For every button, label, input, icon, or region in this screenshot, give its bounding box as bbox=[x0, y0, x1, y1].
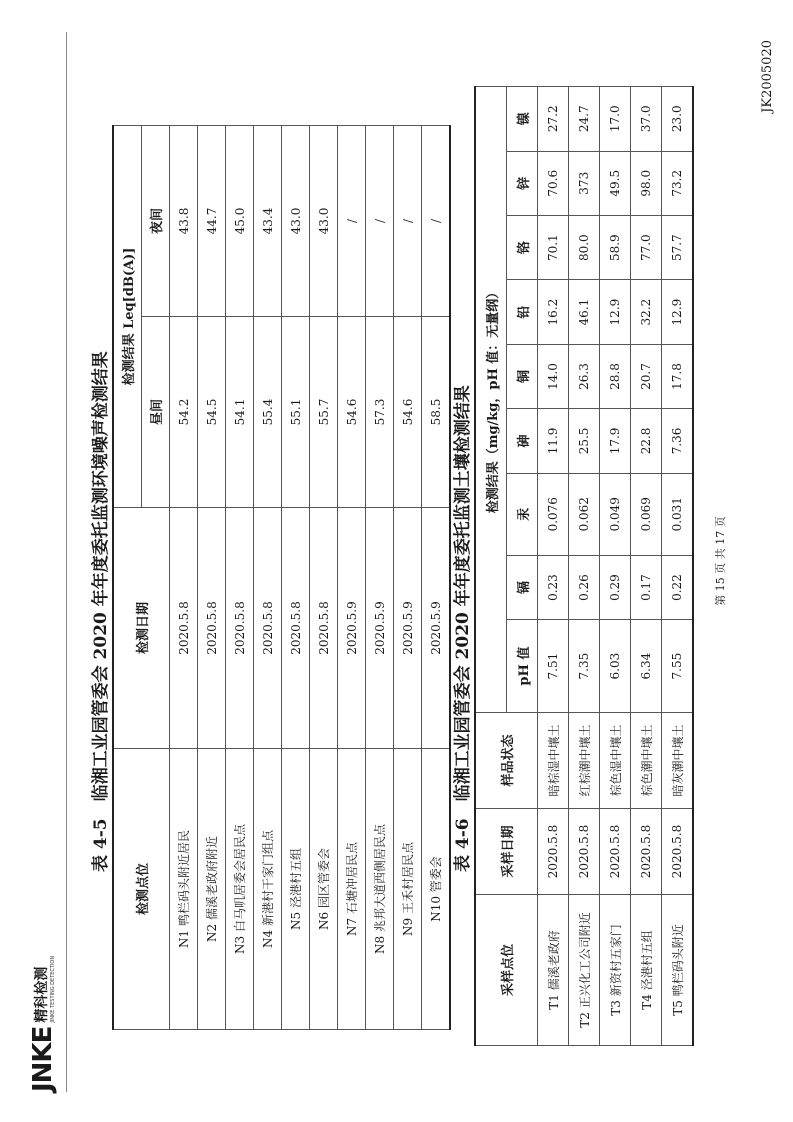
cell-night: 44.7 bbox=[198, 126, 226, 317]
cell-value: 7.55 bbox=[662, 620, 694, 713]
cell-value: 17.8 bbox=[662, 344, 694, 408]
table-row bbox=[600, 87, 631, 1046]
cell-value: 57.7 bbox=[662, 215, 694, 279]
table-row bbox=[662, 87, 694, 1046]
cell-value: 16.2 bbox=[538, 280, 569, 344]
cell-location: T3 新资村五家门 bbox=[600, 895, 631, 1046]
cell-day: 54.1 bbox=[226, 317, 254, 508]
table-row bbox=[366, 126, 394, 1030]
cell-value: 28.8 bbox=[600, 344, 631, 408]
cell-day: 55.1 bbox=[282, 317, 310, 508]
table-row bbox=[538, 87, 569, 1046]
cell-value: 46.1 bbox=[569, 280, 600, 344]
cell-day: 57.3 bbox=[366, 317, 394, 508]
cell-date: 2020.5.8 bbox=[662, 809, 694, 895]
cell-value: 14.0 bbox=[538, 344, 569, 408]
cell-value: 0.29 bbox=[600, 555, 631, 619]
cell-value: 0.17 bbox=[631, 555, 662, 619]
col-analyte: 锌 bbox=[507, 151, 538, 215]
cell-location: T4 泾港村五组 bbox=[631, 895, 662, 1046]
cell-location: N4 新港村干家门组点 bbox=[254, 749, 282, 1030]
cell-value: 58.9 bbox=[600, 215, 631, 279]
cell-value: 0.069 bbox=[631, 473, 662, 555]
cell-value: 73.2 bbox=[662, 151, 694, 215]
cell-value: 49.5 bbox=[600, 151, 631, 215]
table-row bbox=[170, 126, 198, 1030]
cell-date: 2020.5.8 bbox=[170, 508, 198, 749]
cell-location: T1 儒溪老政府 bbox=[538, 895, 569, 1046]
cell-value: 0.076 bbox=[538, 473, 569, 555]
cell-value: 70.6 bbox=[538, 151, 569, 215]
cell-location: N10 管委会 bbox=[422, 749, 451, 1030]
col-analyte: 砷 bbox=[507, 409, 538, 473]
cell-location: N8 兆邦大道西侧居民点 bbox=[366, 749, 394, 1030]
table-row bbox=[338, 126, 366, 1030]
cell-value: 32.2 bbox=[631, 280, 662, 344]
cell-value: 6.34 bbox=[631, 620, 662, 713]
table-row bbox=[310, 126, 338, 1030]
col-sample-location: 采样点位 bbox=[475, 895, 538, 1046]
col-day: 昼间 bbox=[142, 317, 170, 508]
cell-value: 11.9 bbox=[538, 409, 569, 473]
cell-location: T2 正兴化工公司附近 bbox=[569, 895, 600, 1046]
col-analyte: 铅 bbox=[507, 280, 538, 344]
cell-value: 0.031 bbox=[662, 473, 694, 555]
table45-title: 表 4-5 临湘工业园管委会 2020 年年度委托监测环境噪声检测结果 bbox=[91, 351, 111, 872]
cell-value: 7.35 bbox=[569, 620, 600, 713]
cell-location: N5 泾港村五组 bbox=[282, 749, 310, 1030]
cell-state: 棕色湿中壤土 bbox=[600, 713, 631, 809]
cell-value: 0.23 bbox=[538, 555, 569, 619]
cell-day: 54.2 bbox=[170, 317, 198, 508]
cell-value: 0.22 bbox=[662, 555, 694, 619]
cell-value: 0.26 bbox=[569, 555, 600, 619]
cell-date: 2020.5.9 bbox=[366, 508, 394, 749]
col-sample-date: 采样日期 bbox=[475, 809, 538, 895]
cell-night: / bbox=[422, 126, 451, 317]
col-analyte: pH 值 bbox=[507, 620, 538, 713]
noise-results-table bbox=[112, 125, 451, 1030]
cell-date: 2020.5.8 bbox=[600, 809, 631, 895]
cell-value: 0.062 bbox=[569, 473, 600, 555]
col-date: 检测日期 bbox=[113, 508, 170, 749]
cell-night: / bbox=[366, 126, 394, 317]
cell-value: 17.9 bbox=[600, 409, 631, 473]
table-row bbox=[254, 126, 282, 1030]
cell-value: 6.03 bbox=[600, 620, 631, 713]
cell-location: N7 石塘冲居民点 bbox=[338, 749, 366, 1030]
cell-value: 26.3 bbox=[569, 344, 600, 408]
cell-value: 7.51 bbox=[538, 620, 569, 713]
cell-location: N3 白马叽居委会居民点 bbox=[226, 749, 254, 1030]
cell-state: 棕色潮中壤土 bbox=[631, 713, 662, 809]
document-number: JK2005020 bbox=[760, 40, 775, 113]
col-analyte: 汞 bbox=[507, 473, 538, 555]
cell-value: 77.0 bbox=[631, 215, 662, 279]
cell-value: 12.9 bbox=[600, 280, 631, 344]
cell-date: 2020.5.8 bbox=[538, 809, 569, 895]
cell-location: T5 鸭栏码头附近 bbox=[662, 895, 694, 1046]
table-row bbox=[282, 126, 310, 1030]
logo-mark: JNKE bbox=[28, 1026, 58, 1092]
logo-chinese-name: 精科检测 bbox=[34, 966, 50, 1023]
cell-day: 58.5 bbox=[422, 317, 451, 508]
col-result: 检测结果 Leq[dB(A)] bbox=[113, 126, 142, 508]
table-row bbox=[198, 126, 226, 1030]
cell-date: 2020.5.8 bbox=[569, 809, 600, 895]
cell-value: 27.2 bbox=[538, 87, 569, 152]
cell-night: / bbox=[338, 126, 366, 317]
cell-state: 暗灰潮中壤土 bbox=[662, 713, 694, 809]
cell-value: 25.5 bbox=[569, 409, 600, 473]
cell-date: 2020.5.9 bbox=[394, 508, 422, 749]
company-logo bbox=[30, 956, 56, 1092]
cell-value: 70.1 bbox=[538, 215, 569, 279]
cell-date: 2020.5.8 bbox=[226, 508, 254, 749]
cell-value: 12.9 bbox=[662, 280, 694, 344]
col-night: 夜间 bbox=[142, 126, 170, 317]
cell-location: N6 园区管委会 bbox=[310, 749, 338, 1030]
col-analyte: 铜 bbox=[507, 344, 538, 408]
cell-value: 17.0 bbox=[600, 87, 631, 152]
cell-night: / bbox=[394, 126, 422, 317]
cell-state: 暗棕湿中壤土 bbox=[538, 713, 569, 809]
cell-day: 54.5 bbox=[198, 317, 226, 508]
cell-value: 98.0 bbox=[631, 151, 662, 215]
cell-state: 红棕潮中壤土 bbox=[569, 713, 600, 809]
logo-english-name: JINKE TESTING DETECTION bbox=[50, 955, 56, 1023]
cell-value: 37.0 bbox=[631, 87, 662, 152]
table46-title: 表 4-6 临湘工业园管委会 2020 年年度委托监测土壤检测结果 bbox=[453, 385, 473, 872]
cell-day: 54.6 bbox=[394, 317, 422, 508]
table-row bbox=[422, 126, 451, 1030]
col-sample-state: 样品状态 bbox=[475, 713, 538, 809]
cell-day: 55.4 bbox=[254, 317, 282, 508]
table-row bbox=[394, 126, 422, 1030]
col-location: 检测点位 bbox=[113, 749, 170, 1030]
cell-value: 80.0 bbox=[569, 215, 600, 279]
cell-value: 0.049 bbox=[600, 473, 631, 555]
cell-night: 43.8 bbox=[170, 126, 198, 317]
cell-day: 54.6 bbox=[338, 317, 366, 508]
cell-location: N2 儒溪老政府附近 bbox=[198, 749, 226, 1030]
cell-date: 2020.5.9 bbox=[338, 508, 366, 749]
cell-date: 2020.5.8 bbox=[282, 508, 310, 749]
cell-date: 2020.5.8 bbox=[310, 508, 338, 749]
page-number: 第 15 页 共 17 页 bbox=[714, 516, 727, 606]
cell-date: 2020.5.8 bbox=[254, 508, 282, 749]
cell-night: 45.0 bbox=[226, 126, 254, 317]
soil-results-table bbox=[474, 86, 694, 1046]
cell-date: 2020.5.8 bbox=[631, 809, 662, 895]
cell-value: 7.36 bbox=[662, 409, 694, 473]
cell-night: 43.4 bbox=[254, 126, 282, 317]
header-divider bbox=[66, 32, 67, 1092]
cell-value: 20.7 bbox=[631, 344, 662, 408]
cell-location: N9 王禾村居民点 bbox=[394, 749, 422, 1030]
table-row bbox=[569, 87, 600, 1046]
cell-value: 373 bbox=[569, 151, 600, 215]
cell-date: 2020.5.9 bbox=[422, 508, 451, 749]
table-row bbox=[631, 87, 662, 1046]
cell-night: 43.0 bbox=[310, 126, 338, 317]
cell-value: 23.0 bbox=[662, 87, 694, 152]
cell-location: N1 鸭栏码头附近居民 bbox=[170, 749, 198, 1030]
col-analyte: 镍 bbox=[507, 87, 538, 152]
col-result: 检测结果（mg/kg，pH 值：无量纲） bbox=[475, 87, 507, 713]
cell-value: 22.8 bbox=[631, 409, 662, 473]
cell-value: 24.7 bbox=[569, 87, 600, 152]
table-row bbox=[226, 126, 254, 1030]
col-analyte: 镉 bbox=[507, 555, 538, 619]
cell-date: 2020.5.8 bbox=[198, 508, 226, 749]
cell-day: 55.7 bbox=[310, 317, 338, 508]
cell-night: 43.0 bbox=[282, 126, 310, 317]
col-analyte: 铬 bbox=[507, 215, 538, 279]
